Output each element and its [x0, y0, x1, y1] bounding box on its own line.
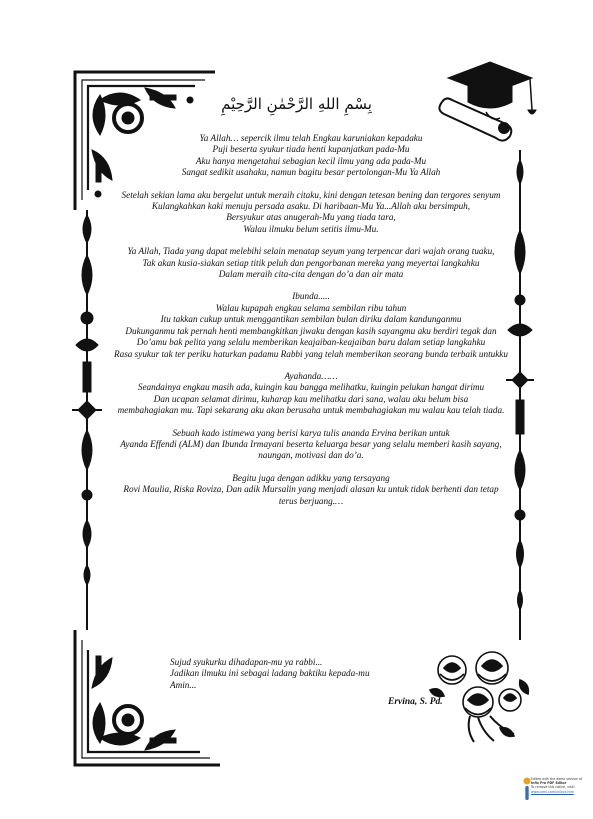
text-line: Rovi Maulia, Riska Roviza, Dan adik Mursalin yang menjadi alasan ku untuk tidak berhenti dan tetap terus berjuang.…	[123, 484, 499, 506]
text-line: Ya Allah, Tiada yang dapat melebihi selain menatap seyum yang terpencar dari wajah orang tuaku,	[127, 246, 495, 257]
infix-logo-icon	[524, 778, 531, 801]
watermark-line: Infix Pro PDF Editor	[531, 781, 567, 786]
watermark-link[interactable]: www.iceni.com/unlock.htm	[531, 789, 574, 794]
text-line: Walau kupapah engkau selama sembilan ribu tahun	[215, 302, 407, 313]
stanza-mother	[112, 291, 510, 359]
text-line: membahagiakan mu. Tapi sekarang aku akan berusaha untuk membahagiakan mu walau kau telah tiada.	[117, 405, 505, 416]
watermark-line: Edited with the demo version of	[531, 777, 583, 781]
stanza-siblings	[116, 473, 506, 507]
text-line: Sangat sedikit usahaku, namun bagitu besar pertolongan-Mu Ya Allah	[181, 167, 441, 178]
basmalah-calligraphy: بِسْمِ اللهِ الرَّحْمٰنِ الرَّحِيْمِ	[221, 95, 372, 113]
text-line: Jadikan ilmuku ini sebagai ladang baktiku kepada-mu	[170, 668, 370, 679]
text-line: Aku hanya mengetahui sebagian kecil ilmu yang ada pada-Mu	[195, 155, 427, 166]
text-line: Itu takkan cukup untuk menggantikan sembilan bulan diriku dalam kandunganmu	[160, 314, 462, 325]
dedication-body	[112, 133, 510, 518]
text-line: Amin...	[170, 679, 197, 690]
text-line: Ya Allah… sepercik ilmu telah Engkau karuniakan kepadaku	[199, 133, 423, 143]
text-line: Sujud syukurku dihadapan-mu ya rabbi...	[170, 657, 323, 667]
text-line: Tak akan kusia-siakan setiap titik peluh dan pengorbanan mereka yang meyertai langkahku	[142, 257, 480, 268]
roses-bouquet-icon	[430, 652, 528, 742]
watermark-line: To remove this notice, visit:	[531, 785, 575, 790]
stanza-journey	[112, 190, 510, 236]
text-line: Ibunda.....	[292, 291, 330, 302]
text-line: Ayanda Effendi (ALM) dan Ibunda Irmayani beserta keluarga besar yang selalu memberi kasih sayang, naungan, motivasi dan do’a.	[120, 438, 502, 461]
text-line: Begitu juga dengan adikku yang tersayang	[232, 472, 390, 483]
text-line: Walau ilmuku belum setitis ilmu-Mu.	[243, 223, 379, 234]
text-line: Rasa syukur tak ter periku haturkan padamu Rabbi yang telah memberikan seorang bunda terbaik untukku	[114, 348, 508, 359]
text-line: Ayahanda……	[284, 370, 338, 381]
left-column-ornament	[72, 210, 102, 630]
stanza-family	[112, 428, 510, 462]
text-line: Kulangkahkan kaki menuju persada asaku. Di haribaan-Mu Ya...Allah aku bersimpuh,	[151, 201, 471, 212]
watermark-notice	[531, 777, 586, 794]
corner-ornament-bottom-left	[75, 630, 220, 765]
stanza-father	[112, 371, 510, 417]
text-line: Dan ucapan selamat dirimu, kuharap kau melihatku dari sana, walau aku belum bisa	[153, 393, 469, 404]
stanza-gratitude	[112, 133, 510, 179]
text-line: Seandainya engkau masih ada, kuingin kau bangga melihatku, kuingin pelukan hangat dirimu	[137, 382, 485, 393]
stanza-parents	[112, 246, 510, 280]
text-line: Setelah sekian lama aku bergelut untuk meraih citaku, kini dengan tetesan bening dan tergores senyum	[121, 189, 501, 200]
text-line: Puji beserta syukur tiada henti kupanjatkan pada-Mu	[212, 144, 410, 155]
text-line: Dalam meraih cita-cita dengan do’a dan air mata	[218, 269, 404, 280]
text-line: Do’amu bak pelita yang selalu memberikan keajaiban-keajaiban baru dalam setiap langkahku	[136, 337, 486, 348]
right-column-ornament	[506, 150, 534, 640]
author-signature: Ervina, S. Pd.	[388, 697, 443, 707]
text-line: Sebuah kado istimewa yang berisi karya tulis ananda Ervina berikan untuk	[172, 427, 450, 438]
closing-prayer	[170, 657, 420, 691]
text-line: Dukunganmu tak pernah henti membangkitkan jiwaku dengan kasih sayangmu aku berdiri tegak dan	[125, 325, 497, 336]
text-line: Bersyukur atas anugerah-Mu yang tiada tara,	[226, 212, 396, 223]
